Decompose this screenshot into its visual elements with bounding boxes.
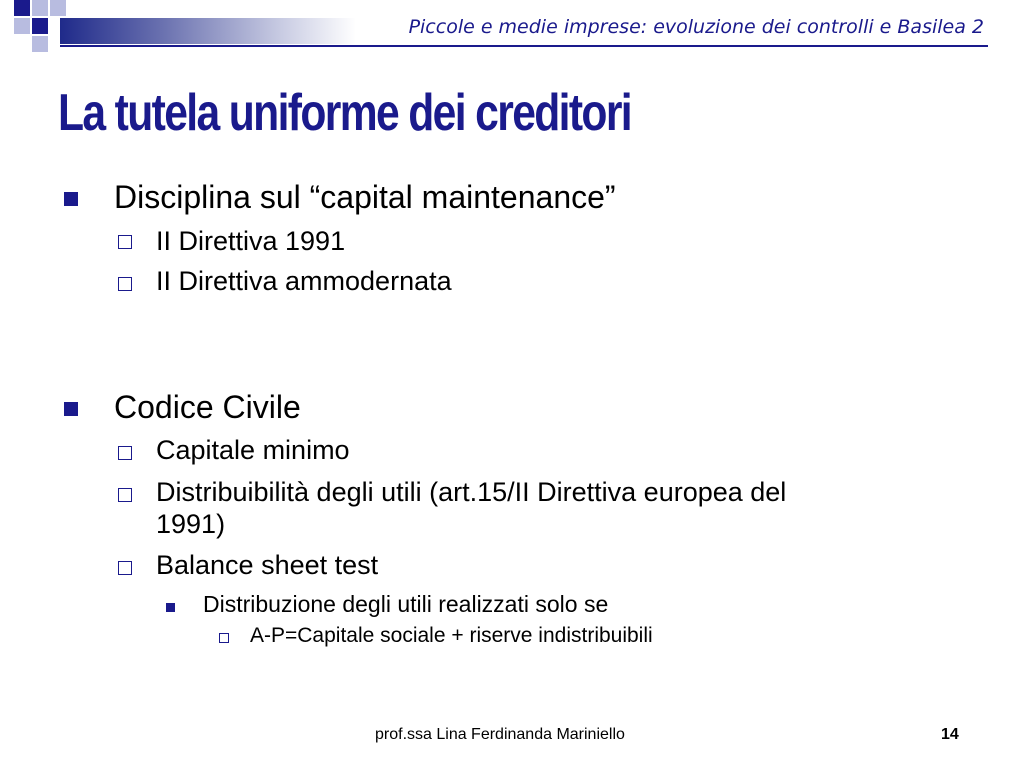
bullet-item-continuation: 1991) (156, 509, 226, 539)
hollow-square-bullet-icon (118, 235, 132, 249)
logo-square (32, 18, 48, 34)
bullet-item: Capitale minimo (156, 435, 350, 465)
logo-square (32, 36, 48, 52)
bullet-item: Codice Civile (114, 389, 301, 425)
bullet-item: II Direttiva 1991 (156, 226, 346, 256)
footer-author: prof.ssa Lina Ferdinanda Mariniello (375, 726, 625, 743)
hollow-square-bullet-icon (219, 633, 229, 643)
logo-square (32, 0, 48, 16)
bullet-item: Disciplina sul “capital maintenance” (114, 179, 616, 215)
square-bullet-icon (166, 603, 175, 612)
hollow-square-bullet-icon (118, 561, 132, 575)
header-title: Piccole e medie imprese: evoluzione dei controlli e Basilea 2 (408, 16, 984, 38)
hollow-square-bullet-icon (118, 277, 132, 291)
bullet-item: Distribuibilità degli utili (art.15/II Direttiva europea del (156, 477, 787, 507)
hollow-square-bullet-icon (118, 488, 132, 502)
square-bullet-icon (64, 192, 78, 206)
logo-square (50, 0, 66, 16)
logo-square (14, 18, 30, 34)
page-number: 14 (941, 726, 959, 743)
bullet-item: A-P=Capitale sociale + riserve indistribuibili (250, 624, 653, 647)
header-gradient-bar (60, 18, 356, 44)
logo-square (14, 0, 30, 16)
bullet-item: II Direttiva ammodernata (156, 266, 452, 296)
slide-title: La tutela uniforme dei creditori (58, 84, 632, 142)
header-divider (60, 45, 988, 47)
bullet-item: Balance sheet test (156, 550, 379, 580)
hollow-square-bullet-icon (118, 446, 132, 460)
square-bullet-icon (64, 402, 78, 416)
bullet-item: Distribuzione degli utili realizzati solo se (203, 591, 609, 617)
